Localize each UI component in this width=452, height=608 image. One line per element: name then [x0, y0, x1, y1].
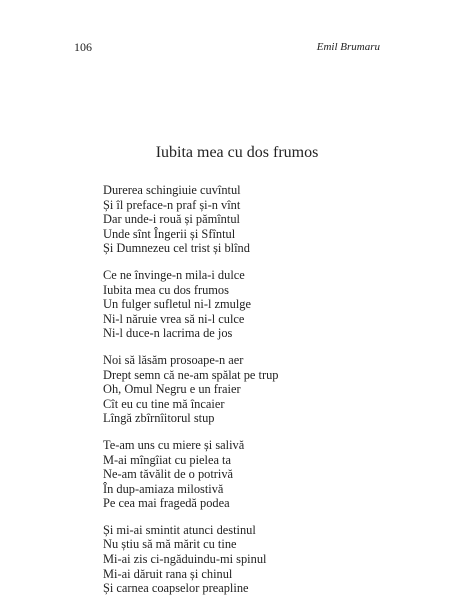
verse-line: Te-am uns cu miere și salivă: [103, 437, 245, 452]
verse-line: Ce ne învinge-n mila-i dulce: [103, 267, 245, 282]
verse-line: Dar unde-i rouă și pămîntul: [103, 212, 240, 227]
verse-line: Și mi-ai smintit atunci destinul: [103, 522, 256, 537]
poem-body: [103, 183, 383, 608]
verse-line: Ni-l năruie vrea să ni-l culce: [103, 311, 245, 326]
verse-line: Mi-ai zis ci-ngăduindu-mi spinul: [103, 552, 267, 567]
stanza-5: [103, 523, 383, 596]
poem-title: Iubita mea cu dos frumos: [155, 144, 319, 161]
running-head-author: Emil Brumaru: [316, 41, 380, 53]
verse-line: Ne-am tăvălit de o potrivă: [103, 467, 234, 482]
verse-line: Și Dumnezeu cel trist și blînd: [103, 241, 250, 256]
verse-line: Și îl preface-n praf și-n vînt: [103, 197, 241, 212]
verse-line: Iubita mea cu dos frumos: [103, 282, 229, 297]
page-number: 106: [74, 40, 92, 54]
verse-line: Ni-l duce-n lacrima de jos: [103, 326, 233, 341]
verse-line: Pe cea mai fragedă podea: [103, 496, 230, 511]
verse-line: Un fulger sufletul ni-l zmulge: [103, 297, 251, 312]
verse-line: Noi să lăsăm prosoape-n aer: [103, 352, 244, 367]
stanza-4: [103, 438, 383, 511]
stanza-3: [103, 353, 383, 426]
verse-line: Unde sînt Îngerii și Sfîntul: [103, 226, 236, 241]
verse-line: Lîngă zbîrnîitorul stup: [103, 411, 215, 426]
verse-line: Durerea schingiuie cuvîntul: [103, 183, 241, 197]
stanza-2: [103, 268, 383, 341]
verse-line: Mi-ai dăruit rana și chinul: [103, 566, 233, 581]
verse-line: Nu știu să mă mărit cu tine: [103, 537, 237, 552]
verse-line: Cît eu cu tine mă încaier: [103, 396, 225, 411]
verse-line: În dup-amiaza milostivă: [103, 481, 224, 496]
stanza-1: [103, 183, 383, 256]
verse-line: Drept semn că ne-am spălat pe trup: [103, 367, 279, 382]
verse-line: M-ai mîngîiat cu pielea ta: [103, 452, 231, 467]
verse-line: Și carnea coapselor preapline: [103, 581, 249, 596]
verse-line: Oh, Omul Negru e un fraier: [103, 382, 241, 397]
